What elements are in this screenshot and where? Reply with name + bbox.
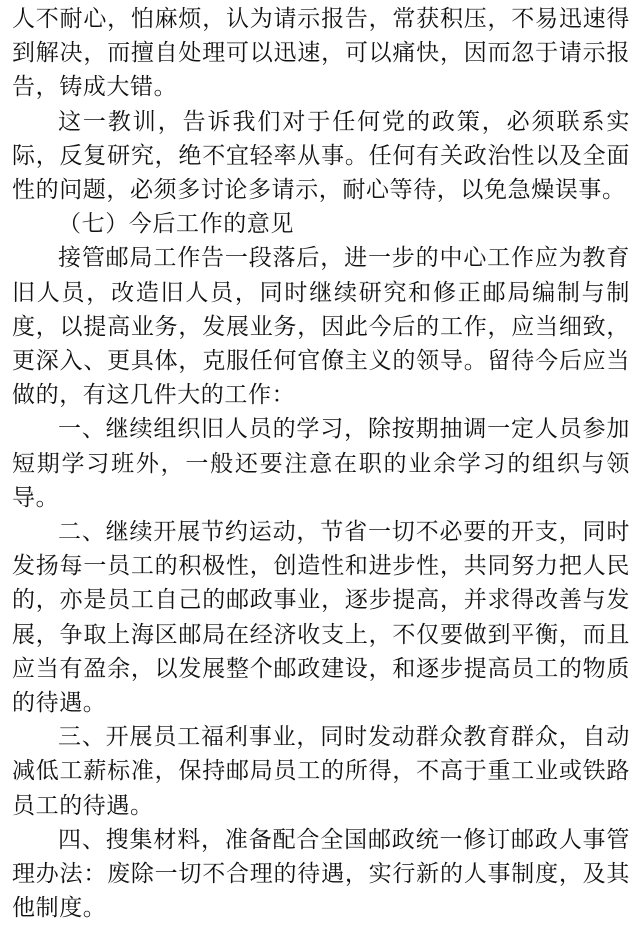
paragraph-item-3: 三、开展员工福利事业，同时发动群众教育群众，自动减低工薪标准，保持邮局员工的所得，不高于重工业或铁路员工的待遇。: [12, 724, 630, 819]
paragraph-central-work: 接管邮局工作告一段落后，进一步的中心工作应为教育旧人员，改造旧人员，同时继续研究和修正邮局编制与制度，以提高业务，发展业务，因此今后的工作，应当细致，更深入、更具体，克服任何官僚主义的领导。留待今后应当做的，有这几件大的工作：: [12, 245, 630, 409]
section-heading-future-work: （七）今后工作的意见: [58, 211, 294, 238]
paragraph-item-1: 一、继续组织旧人员的学习，除按期抽调一定人员参加短期学习班外，一般还要注意在职的业余学习的组织与领导。: [12, 416, 630, 511]
paragraph-item-4: 四、搜集材料，准备配合全国邮政统一修订邮政人事管理办法：废除一切不合理的待遇，实行新的人事制度，及其他制度。: [12, 826, 630, 922]
paragraph-continuation: 人不耐心，怕麻烦，认为请示报告，常获积压，不易迅速得到解决，而擅自处理可以迅速，可以痛快，因而忽于请示报告，铸成大错。: [12, 6, 630, 101]
paragraph-lesson: 这一教训，告诉我们对于任何党的政策，必须联系实际，反复研究，绝不宜轻率从事。任何有关政治性以及全面性的问题，必须多讨论多请示，耐心等待，以免急燥误事。: [12, 108, 630, 204]
paragraph-item-2: 二、继续开展节约运动，节省一切不必要的开支，同时发扬每一员工的积极性，创造性和进步性，共同努力把人民的，亦是员工自己的邮政事业，逐步提高，并求得改善与发展，争取上海区邮局在经济收支上，不仅要做到平衡，而且应当有盈余，以发展整个邮政建设，和逐步提高员工的物质的待遇。: [12, 519, 630, 717]
